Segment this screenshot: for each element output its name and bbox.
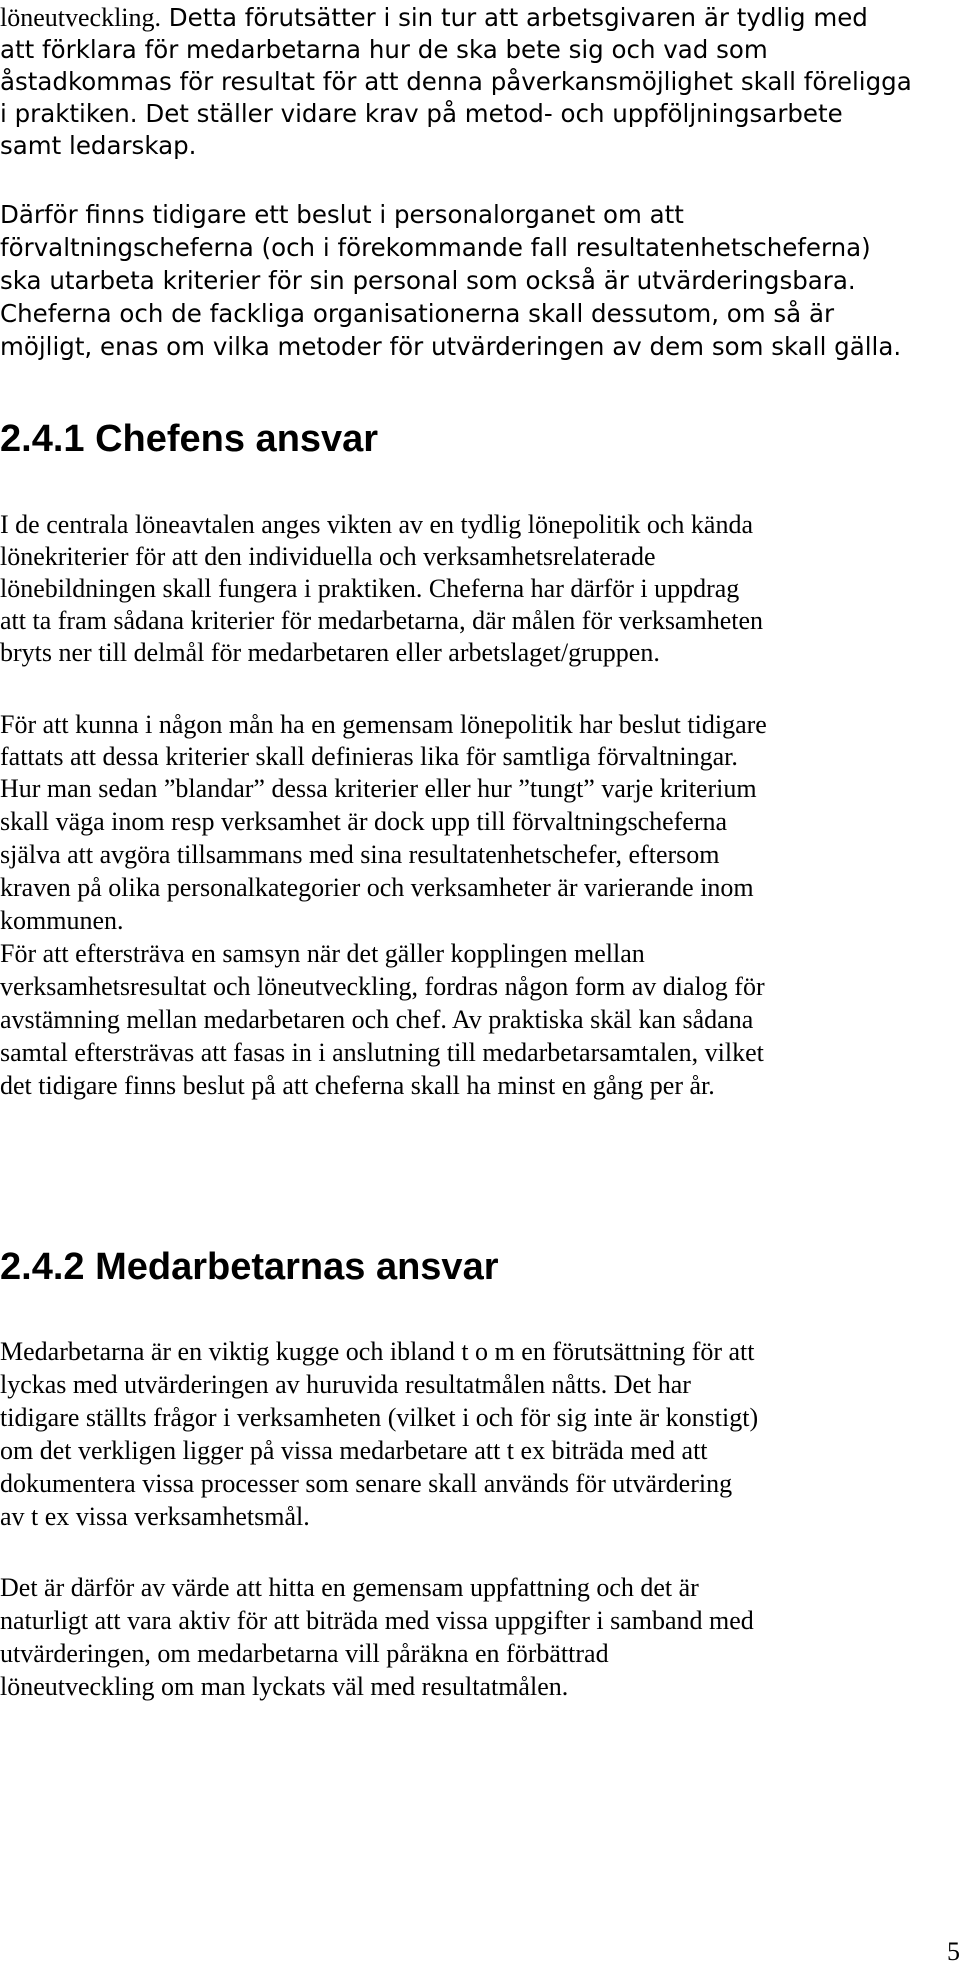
- text-line: om det verkligen ligger på vissa medarbetare att t ex biträda med att: [0, 1436, 708, 1465]
- text-line: kommunen.: [0, 906, 124, 935]
- text-line: lyckas med utvärderingen av huruvida resultatmålen nåtts. Det har: [0, 1370, 691, 1399]
- page-number: 5: [947, 1937, 960, 1966]
- text-line: [0, 2, 868, 35]
- text-line: Medarbetarna är en viktig kugge och ibland t o m en förutsättning för att: [0, 1337, 755, 1366]
- text-line: förvaltningscheferna (och i förekommande fall resultatenhetscheferna): [0, 233, 871, 262]
- text-line: att förklara för medarbetarna hur de ska bete sig och vad som: [0, 35, 768, 64]
- text-line: tidigare ställts frågor i verksamheten (vilket i och för sig inte är konstigt): [0, 1403, 759, 1432]
- text-line: Cheferna och de fackliga organisationerna skall dessutom, om så är: [0, 299, 835, 328]
- text-line: att ta fram sådana kriterier för medarbetarna, där målen för verksamheten: [0, 606, 764, 635]
- text-line: Hur man sedan ”blandar” dessa kriterier eller hur ”tungt” varje kriterium: [0, 774, 757, 803]
- text-line: För att kunna i någon mån ha en gemensam lönepolitik har beslut tidigare: [0, 710, 767, 739]
- text-line: lönebildningen skall fungera i praktiken. Cheferna har därför i uppdrag: [0, 574, 740, 603]
- text-line: lönekriterier för att den individuella och verksamhetsrelaterade: [0, 542, 656, 571]
- text-line: möjligt, enas om vilka metoder för utvärderingen av dem som skall gälla.: [0, 332, 902, 361]
- text-line: löneutveckling om man lyckats väl med resultatmålen.: [0, 1672, 569, 1701]
- text-line: samtal eftersträvas att fasas in i anslutning till medarbetarsamtalen, vilket: [0, 1038, 764, 1067]
- text-line: kraven på olika personalkategorier och verksamheter är varierande inom: [0, 873, 754, 902]
- text-line: samt ledarskap.: [0, 131, 197, 160]
- text-line: Därför finns tidigare ett beslut i personalorganet om att: [0, 200, 684, 229]
- section-heading-chefens-ansvar: 2.4.1 Chefens ansvar: [0, 418, 379, 460]
- text-line: ska utarbeta kriterier för sin personal som också är utvärderingsbara.: [0, 266, 856, 295]
- text-line: det tidigare finns beslut på att cheferna skall ha minst en gång per år.: [0, 1071, 715, 1100]
- text-line: verksamhetsresultat och löneutveckling, fordras någon form av dialog för: [0, 972, 765, 1001]
- text-line: naturligt att vara aktiv för att biträda med vissa uppgifter i samband med: [0, 1606, 754, 1635]
- text-line: dokumentera vissa processer som senare skall används för utvärdering: [0, 1469, 733, 1498]
- text-line: i praktiken. Det ställer vidare krav på metod- och uppföljningsarbete: [0, 99, 843, 128]
- text-line: av t ex vissa verksamhetsmål.: [0, 1502, 310, 1531]
- text-line: I de centrala löneavtalen anges vikten av en tydlig lönepolitik och kända: [0, 510, 754, 539]
- text-line: Det är därför av värde att hitta en gemensam uppfattning och det är: [0, 1573, 699, 1602]
- text-line: åstadkommas för resultat för att denna påverkansmöjlighet skall föreligga: [0, 67, 912, 96]
- text-line: avstämning mellan medarbetaren och chef. Av praktiska skäl kan sådana: [0, 1005, 754, 1034]
- text-line: fattats att dessa kriterier skall definieras lika för samtliga förvaltningar.: [0, 742, 738, 771]
- text-line-sans-part: Detta förutsätter i sin tur att arbetsgivaren är tydlig med: [161, 3, 868, 32]
- section-heading-medarbetarnas-ansvar: 2.4.2 Medarbetarnas ansvar: [0, 1246, 499, 1288]
- text-line-serif-part: löneutveckling.: [0, 3, 162, 32]
- text-line: skall väga inom resp verksamhet är dock upp till förvaltningscheferna: [0, 807, 728, 836]
- text-line: själva att avgöra tillsammans med sina resultatenhetschefer, eftersom: [0, 840, 720, 869]
- text-line: utvärderingen, om medarbetarna vill påräkna en förbättrad: [0, 1639, 609, 1668]
- text-line: bryts ner till delmål för medarbetaren eller arbetslaget/gruppen.: [0, 638, 660, 667]
- text-line: För att eftersträva en samsyn när det gäller kopplingen mellan: [0, 939, 645, 968]
